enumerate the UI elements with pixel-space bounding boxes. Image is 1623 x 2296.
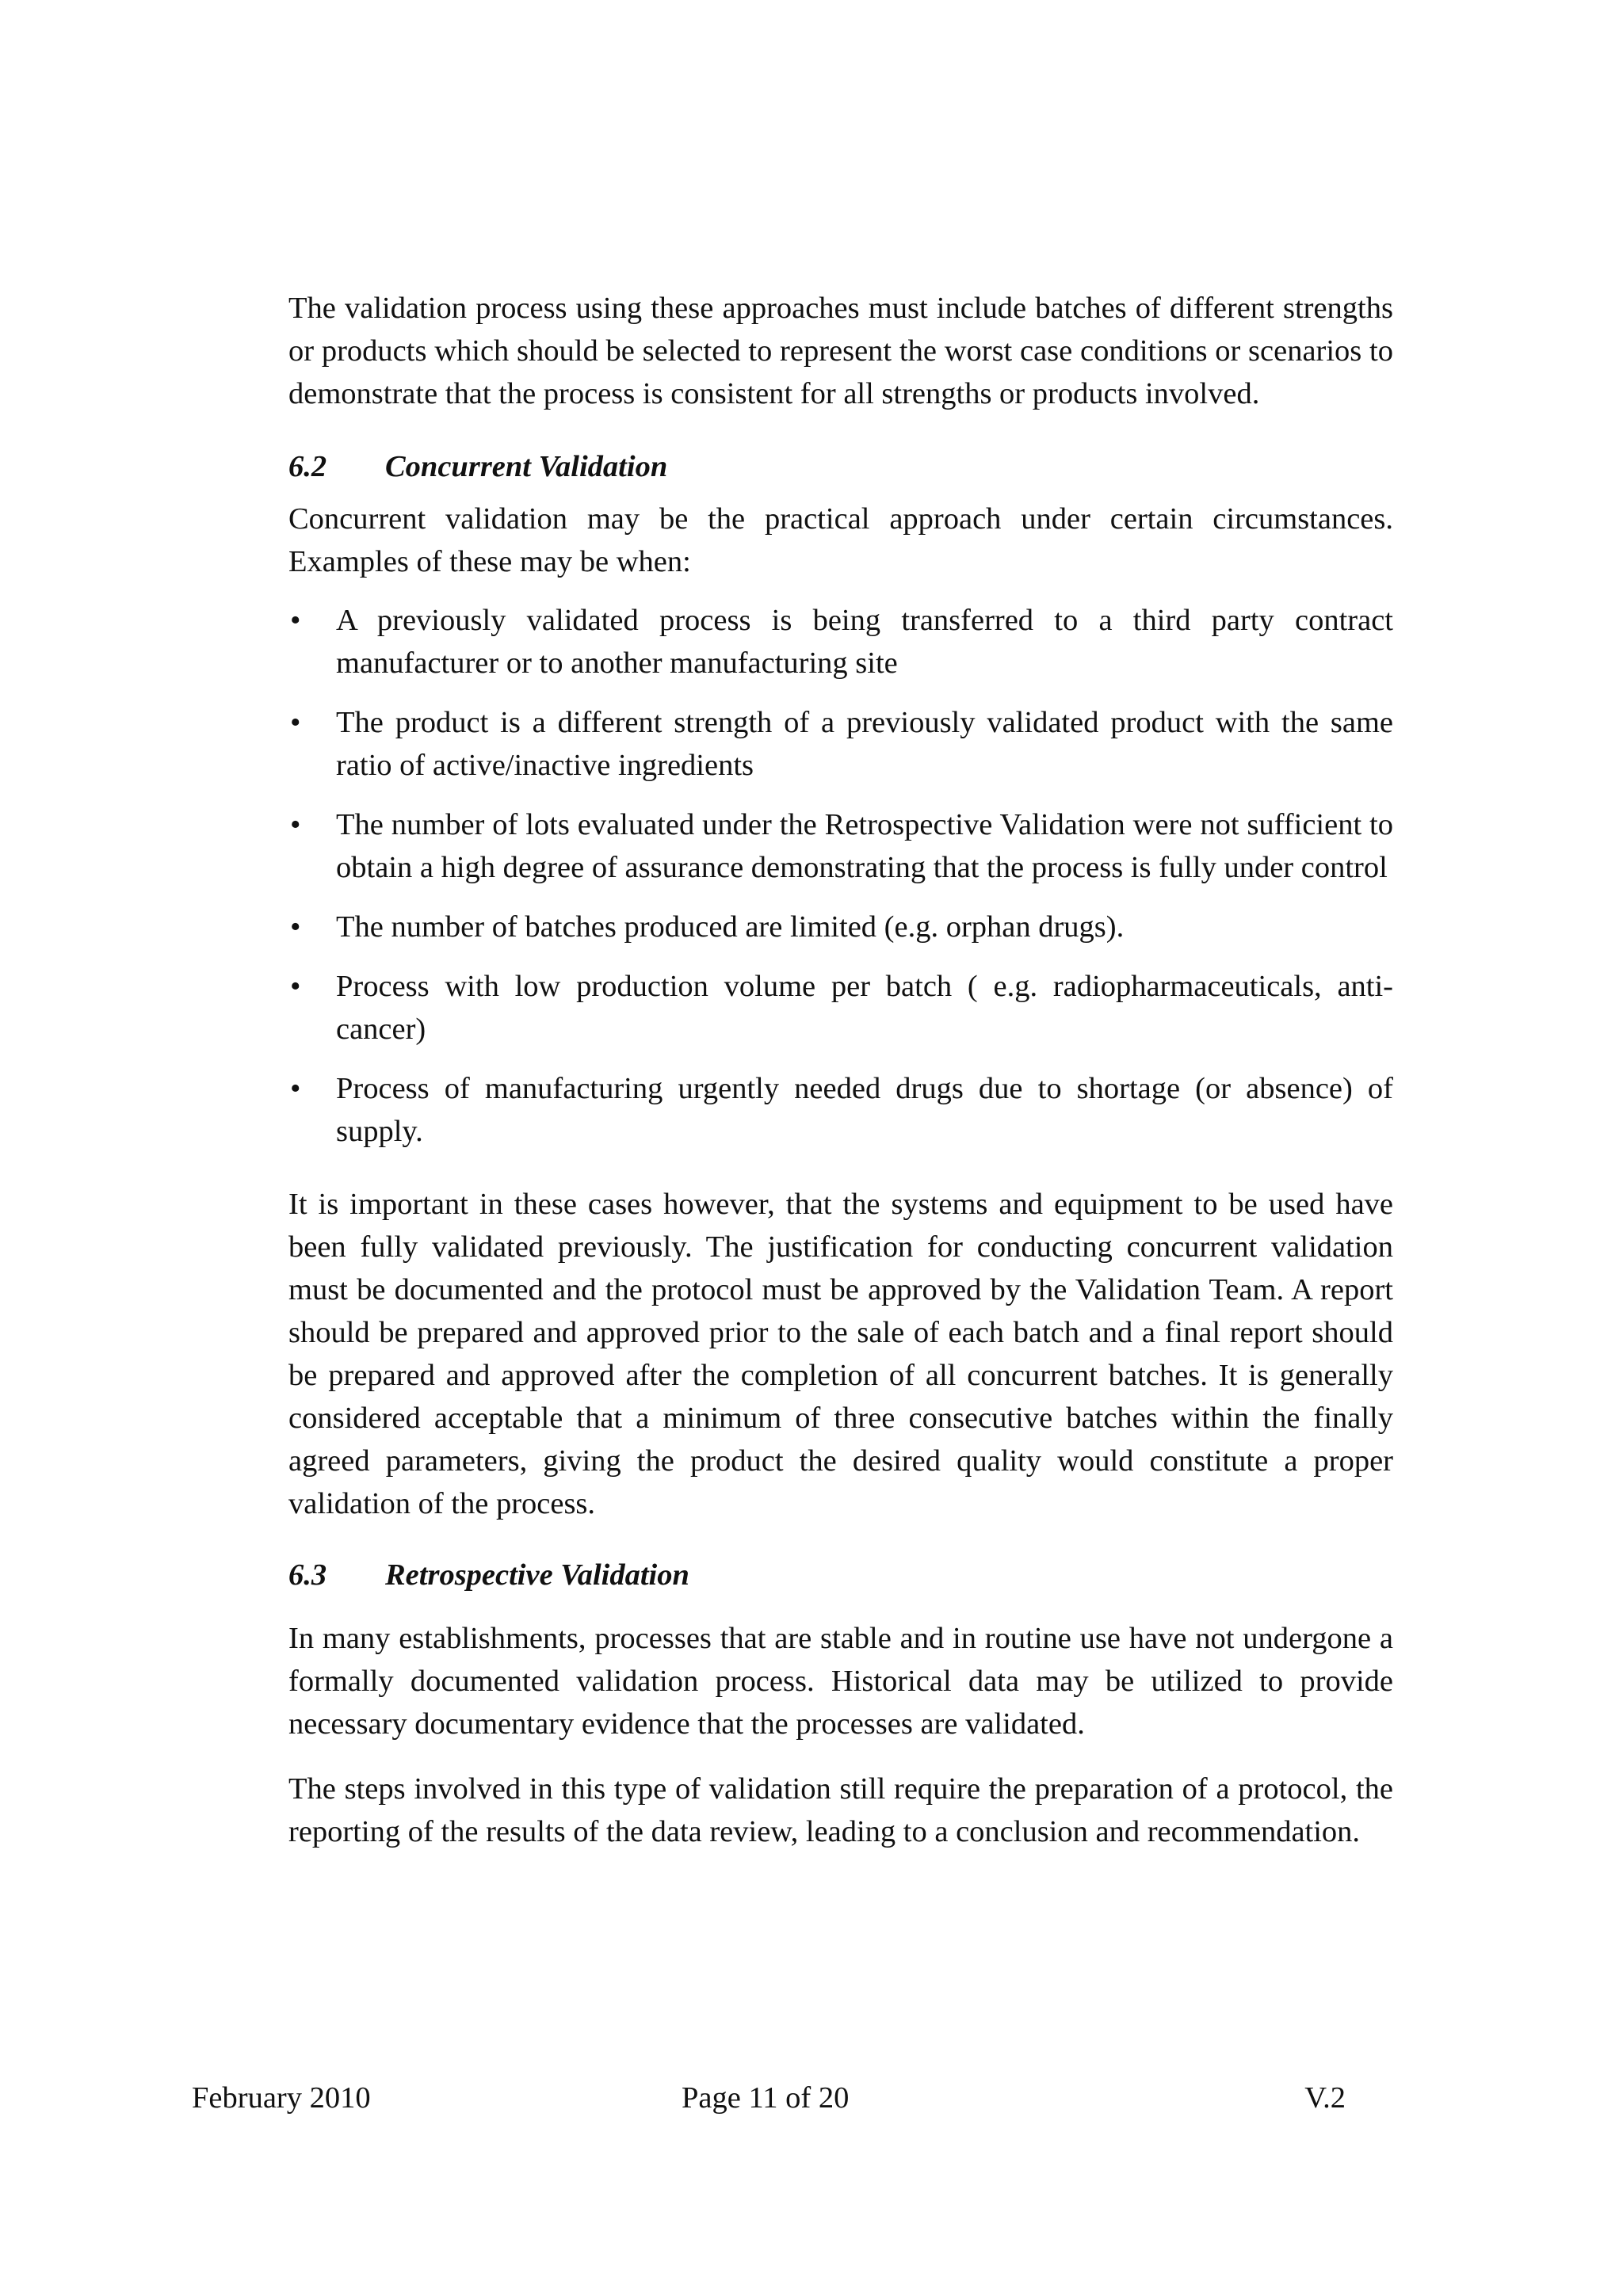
section-heading-6-3 <box>288 1554 1393 1596</box>
section-6-2-lead: Concurrent validation may be the practical approach under certain circumstances. Examples of these may be when: <box>288 502 1393 578</box>
bullet-icon: • <box>290 706 301 739</box>
list-item-text: The number of batches produced are limited (e.g. orphan drugs). <box>336 910 1125 944</box>
bullet-icon: • <box>290 604 301 637</box>
bullet-icon: • <box>290 910 301 944</box>
list-item <box>288 1067 1393 1153</box>
bullet-icon: • <box>290 970 301 1003</box>
list-item-text: Process with low production volume per batch ( e.g. radiopharmaceuticals, anti-cancer) <box>336 970 1393 1046</box>
footer-version: V.2 <box>1304 2081 1346 2115</box>
bullet-icon: • <box>290 808 301 841</box>
bullet-icon: • <box>290 1072 301 1105</box>
list-item <box>288 803 1393 889</box>
footer-date: February 2010 <box>192 2081 371 2115</box>
list-item-text: The product is a different strength of a previously validated product with the same ratio of active/inactive ingredients <box>336 706 1393 782</box>
list-item-text: The number of lots evaluated under the Retrospective Validation were not sufficient to obtain a high degree of assurance demonstrating that the process is fully under control <box>336 808 1393 884</box>
list-item <box>288 599 1393 685</box>
section-title: Retrospective Validation <box>385 1558 689 1592</box>
list-item <box>288 701 1393 787</box>
section-6-2-closing: It is important in these cases however, that the systems and equipment to be used have been fully validated previously. The justification for conducting concurrent validation must be documented and the protocol must be approved by the Validation Team. A report should be prepared and approved prior to the sale of each batch and a final report should be prepared and approved after the completion of all concurrent batches. It is generally considered acceptable that a minimum of three consecutive batches within the finally agreed parameters, giving the product the desired quality would constitute a proper validation of the process. <box>288 1188 1393 1520</box>
page-content <box>288 287 1393 1853</box>
page-footer <box>192 2077 1346 2119</box>
list-item-text: A previously validated process is being transferred to a third party contract manufacturer or to another manufacturing site <box>336 604 1393 680</box>
list-item <box>288 965 1393 1051</box>
section-heading-6-2 <box>288 445 1393 488</box>
list-item-text: Process of manufacturing urgently needed drugs due to shortage (or absence) of supply. <box>336 1072 1393 1148</box>
section-title: Concurrent Validation <box>385 450 668 483</box>
section-number: 6.2 <box>288 450 327 483</box>
section-6-3-paragraph: The steps involved in this type of validation still require the preparation of a protocol, the reporting of the results of the data review, leading to a conclusion and recommendation. <box>288 1772 1393 1848</box>
section-number: 6.3 <box>288 1558 327 1592</box>
intro-paragraph: The validation process using these approaches must include batches of different strengths or products which should be selected to represent the worst case conditions or scenarios to demonstrate that the process is consistent for all strengths or products involved. <box>288 292 1393 410</box>
footer-page-number: Page 11 of 20 <box>682 2081 850 2115</box>
list-item <box>288 906 1393 948</box>
section-6-3-paragraph: In many establishments, processes that are stable and in routine use have not undergone a formally documented validation process. Historical data may be utilized to provide necessary documentary evidence that the processes are validated. <box>288 1622 1393 1741</box>
circumstances-list <box>288 599 1393 1153</box>
